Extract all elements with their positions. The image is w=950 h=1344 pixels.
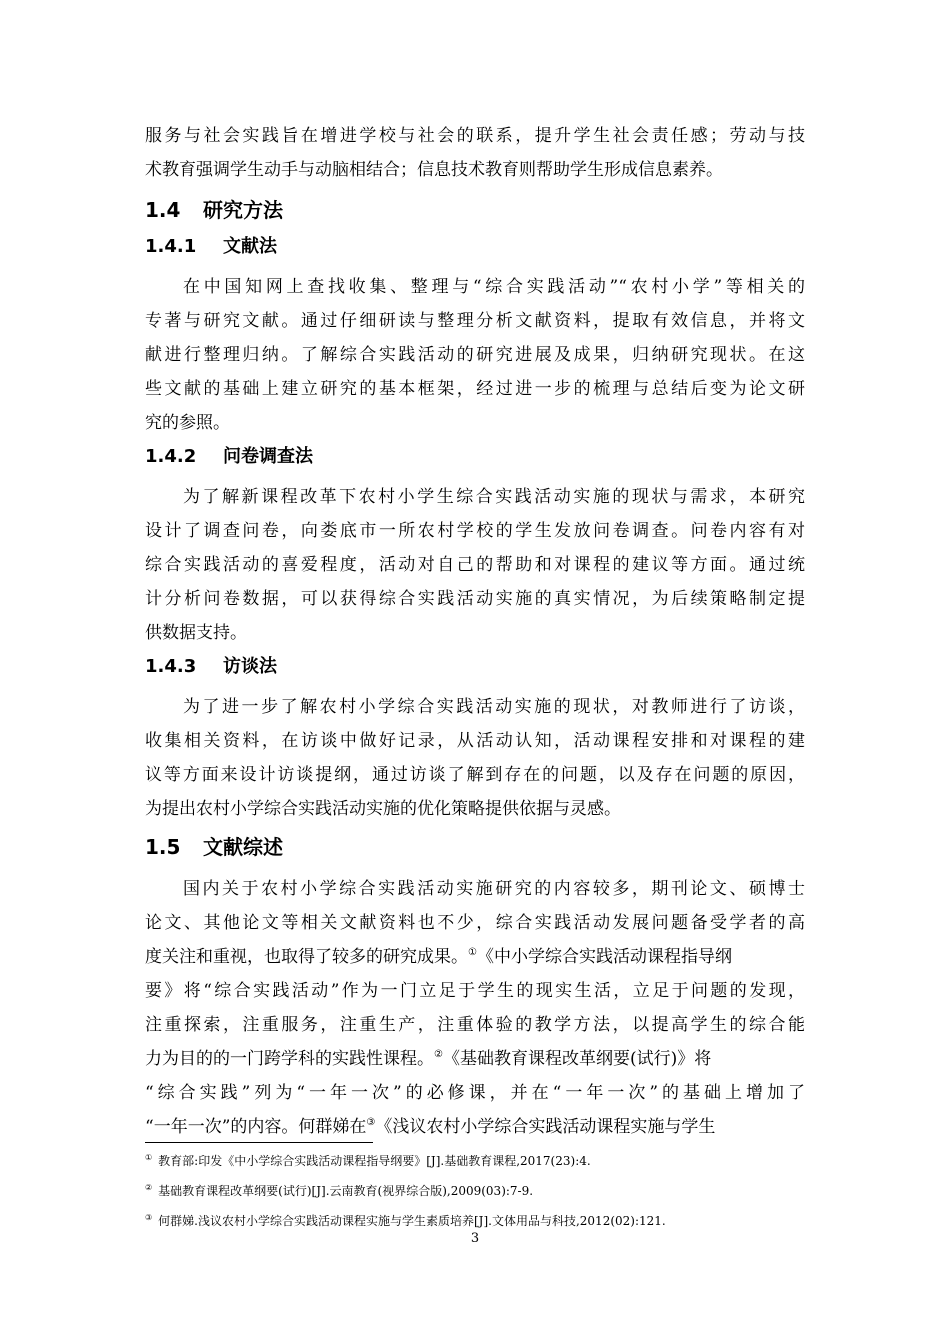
subsection-heading-1-4-2 xyxy=(145,441,313,473)
paragraph-line: 为了进一步了解农村小学综合实践活动实施的现状，对教师进行了访谈， xyxy=(183,697,805,717)
subsection-title: 文献法 xyxy=(223,236,277,257)
footnote-ref-2[interactable]: ② xyxy=(434,1049,443,1060)
subsection-number: 1.4.2 xyxy=(145,446,197,467)
paragraph-line xyxy=(145,1110,805,1144)
paragraph-line xyxy=(145,940,805,974)
text-span: 《浅议农村小学综合实践活动课程实施与学生 xyxy=(375,1117,716,1137)
paragraph-line: 究的参照。 xyxy=(145,413,230,433)
paragraph-line: 为了解新课程改革下农村小学生综合实践活动实施的现状与需求，本研究 xyxy=(183,487,805,507)
footnote-3 xyxy=(145,1212,666,1230)
paragraph-line: 献进行整理归纳。了解综合实践活动的研究进展及成果，归纳研究现状。在这 xyxy=(145,345,805,365)
section-title: 文献综述 xyxy=(203,835,283,859)
paragraph-line: 收集相关资料，在访谈中做好记录，从活动认知，活动课程安排和对课程的建 xyxy=(145,731,805,751)
paragraph-line: 供数据支持。 xyxy=(145,623,247,643)
footnote-mark: ② xyxy=(145,1183,153,1192)
footnote-2 xyxy=(145,1182,533,1200)
subsection-number: 1.4.1 xyxy=(145,236,197,257)
paragraph-line: 计分析问卷数据，可以获得综合实践活动实施的真实情况，为后续策略制定提 xyxy=(145,589,805,609)
paragraph-line: 些文献的基础上建立研究的基本框架，经过进一步的梳理与总结后变为论文研 xyxy=(145,379,805,399)
paragraph-line: 综合实践活动的喜爱程度，活动对自己的帮助和对课程的建议等方面。通过统 xyxy=(145,555,805,575)
paragraph-line: 为提出农村小学综合实践活动实施的优化策略提供依据与灵感。 xyxy=(145,799,621,819)
section-number: 1.4 xyxy=(145,198,181,222)
paragraph-line: 服务与社会实践旨在增进学校与社会的联系，提升学生社会责任感；劳动与技 xyxy=(145,126,805,146)
subsection-number: 1.4.3 xyxy=(145,656,197,677)
text-span: 《基础教育课程改革纲要(试行)》将 xyxy=(442,1049,712,1069)
footnote-separator xyxy=(145,1142,373,1143)
footnote-text: 基础教育课程改革纲要(试行)[J].云南教育(视界综合版),2009(03):7-9. xyxy=(158,1184,534,1198)
footnote-1 xyxy=(145,1152,591,1170)
section-heading-1-5 xyxy=(145,830,283,864)
paragraph-line: 要》将“综合实践活动”作为一门立足于学生的现实生活，立足于问题的发现， xyxy=(145,981,805,1001)
footnote-mark: ① xyxy=(145,1153,153,1162)
section-heading-1-4 xyxy=(145,193,283,227)
paragraph-line: 议等方面来设计访谈提纲，通过访谈了解到存在的问题，以及存在问题的原因， xyxy=(145,765,805,785)
subsection-title: 问卷调查法 xyxy=(223,446,313,467)
paragraph-line: 在中国知网上查找收集、整理与“综合实践活动”“农村小学”等相关的 xyxy=(183,277,805,297)
text-span: 力为目的的一门跨学科的实践性课程。 xyxy=(145,1049,434,1069)
subsection-heading-1-4-3 xyxy=(145,651,277,683)
footnote-text: 何群娣.浅议农村小学综合实践活动课程实施与学生素质培养[J].文体用品与科技,2012(02):121. xyxy=(158,1214,666,1228)
subsection-title: 访谈法 xyxy=(223,656,277,677)
section-title: 研究方法 xyxy=(203,198,283,222)
text-span: “一年一次”的内容。何群娣在 xyxy=(145,1117,367,1137)
footnote-text: 教育部:印发《中小学综合实践活动课程指导纲要》[J].基础教育课程,2017(23):4. xyxy=(158,1154,591,1168)
paragraph-line xyxy=(145,1042,805,1076)
paragraph-line: 国内关于农村小学综合实践活动实施研究的内容较多，期刊论文、硕博士 xyxy=(183,879,805,899)
subsection-heading-1-4-1 xyxy=(145,231,277,263)
footnote-mark: ③ xyxy=(145,1213,153,1222)
section-number: 1.5 xyxy=(145,835,181,859)
text-span: 《中小学综合实践活动课程指导纲 xyxy=(476,947,732,967)
paragraph-line: 注重探索，注重服务，注重生产，注重体验的教学方法，以提高学生的综合能 xyxy=(145,1015,805,1035)
paragraph-line: “综合实践”列为“一年一次”的必修课，并在“一年一次”的基础上增加了 xyxy=(145,1083,805,1103)
text-span: 度关注和重视，也取得了较多的研究成果。 xyxy=(145,947,468,967)
paragraph-line: 术教育强调学生动手与动脑相结合；信息技术教育则帮助学生形成信息素养。 xyxy=(145,160,723,180)
paragraph-line: 设计了调查问卷，向娄底市一所农村学校的学生发放问卷调查。问卷内容有对 xyxy=(145,521,805,541)
footnote-ref-3[interactable]: ③ xyxy=(366,1117,376,1128)
footnote-ref-1[interactable]: ① xyxy=(468,947,477,958)
page-number: 3 xyxy=(470,1231,480,1246)
paragraph-line: 论文、其他论文等相关文献资料也不少，综合实践活动发展问题备受学者的高 xyxy=(145,913,805,933)
paragraph-line: 专著与研究文献。通过仔细研读与整理分析文献资料，提取有效信息，并将文 xyxy=(145,311,805,331)
